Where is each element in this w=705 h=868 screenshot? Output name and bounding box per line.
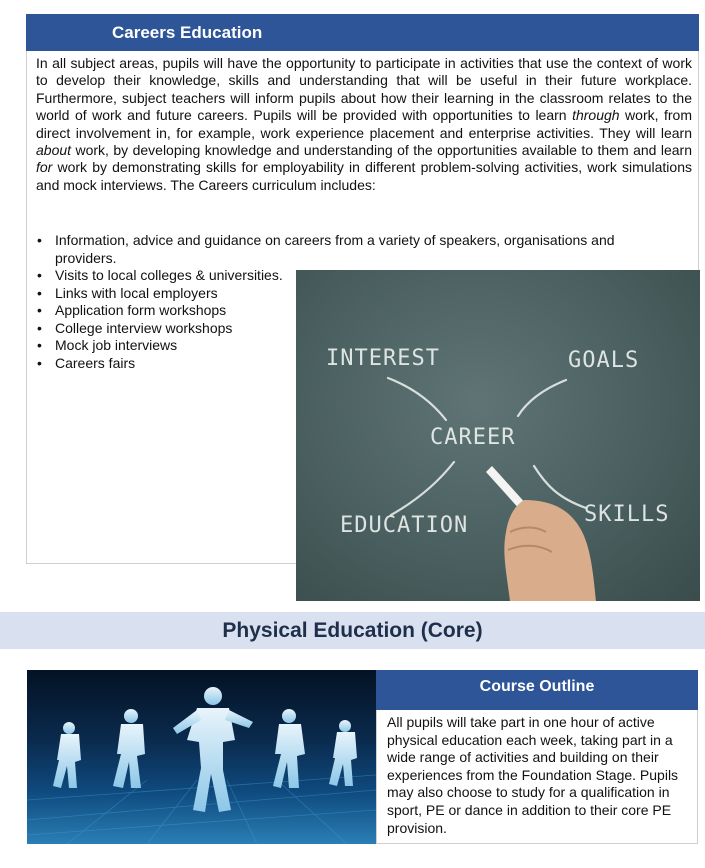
list-item-text: Links with local employers <box>55 284 218 301</box>
runners-image <box>27 670 376 844</box>
list-item-text: Visits to local colleges & universities. <box>55 267 283 283</box>
intro-text-4: work by demonstrating skills for employability in different problem-solving activities, work simulations and mock interviews. The Careers curriculum includes: <box>36 159 692 193</box>
course-outline-text: All pupils will take part in one hour of active physical education each week, taking part in a wide range of activities and building on their experiences from the Foundation Stage. Pupils may also choose to study for a qualification in sport, PE or dance in addition to their core PE provision. <box>387 714 679 836</box>
careers-education-section <box>26 14 699 564</box>
careers-header-bar <box>26 14 699 51</box>
pe-title: Physical Education (Core) <box>222 619 483 642</box>
course-outline-title: Course Outline <box>479 678 595 695</box>
list-item-text: Careers fairs <box>55 354 136 371</box>
list-item <box>37 232 677 267</box>
chalk-word-interest: INTEREST <box>326 346 440 371</box>
list-item-text: Information, advice and guidance on careers from a variety of speakers, organisations and providers. <box>55 232 615 266</box>
careers-body <box>26 51 699 564</box>
intro-emphasis-for: for <box>36 159 53 176</box>
intro-emphasis-about: about <box>36 142 72 159</box>
chalk-word-education: EDUCATION <box>340 513 469 538</box>
course-outline-body <box>376 710 698 844</box>
chalk-word-skills: SKILLS <box>584 502 670 527</box>
chalk-word-goals: GOALS <box>568 348 640 373</box>
chalk-word-career: CAREER <box>430 425 516 450</box>
intro-emphasis-through: through <box>572 107 620 124</box>
course-outline-header <box>376 670 698 710</box>
list-item-text: Application form workshops <box>55 302 227 318</box>
intro-text-3: work, by developing knowledge and understanding of the opportunities available to them and learn <box>71 142 692 159</box>
careers-title: Careers Education <box>112 23 263 42</box>
runners-graphic <box>27 670 376 844</box>
list-item-text: Mock job interviews <box>55 337 178 353</box>
list-item-text: College interview workshops <box>55 319 233 336</box>
careers-intro-paragraph <box>36 55 692 194</box>
pe-title-band <box>0 612 705 649</box>
intro-text-1: In all subject areas, pupils will have the opportunity to participate in activities that use the context of work to develop their knowledge, skills and understanding that will be useful in their future workplace. Furthermore, subject teachers will inform pupils about how their learning in the classroom relates to the world of work and future careers. Pupils will be provided with opportunities to learn <box>36 55 692 124</box>
intro-text-2: work, from direct involvement in, for example, work experience placement and enterprise activities. They will learn <box>36 107 693 141</box>
career-chalkboard-image <box>296 270 700 601</box>
